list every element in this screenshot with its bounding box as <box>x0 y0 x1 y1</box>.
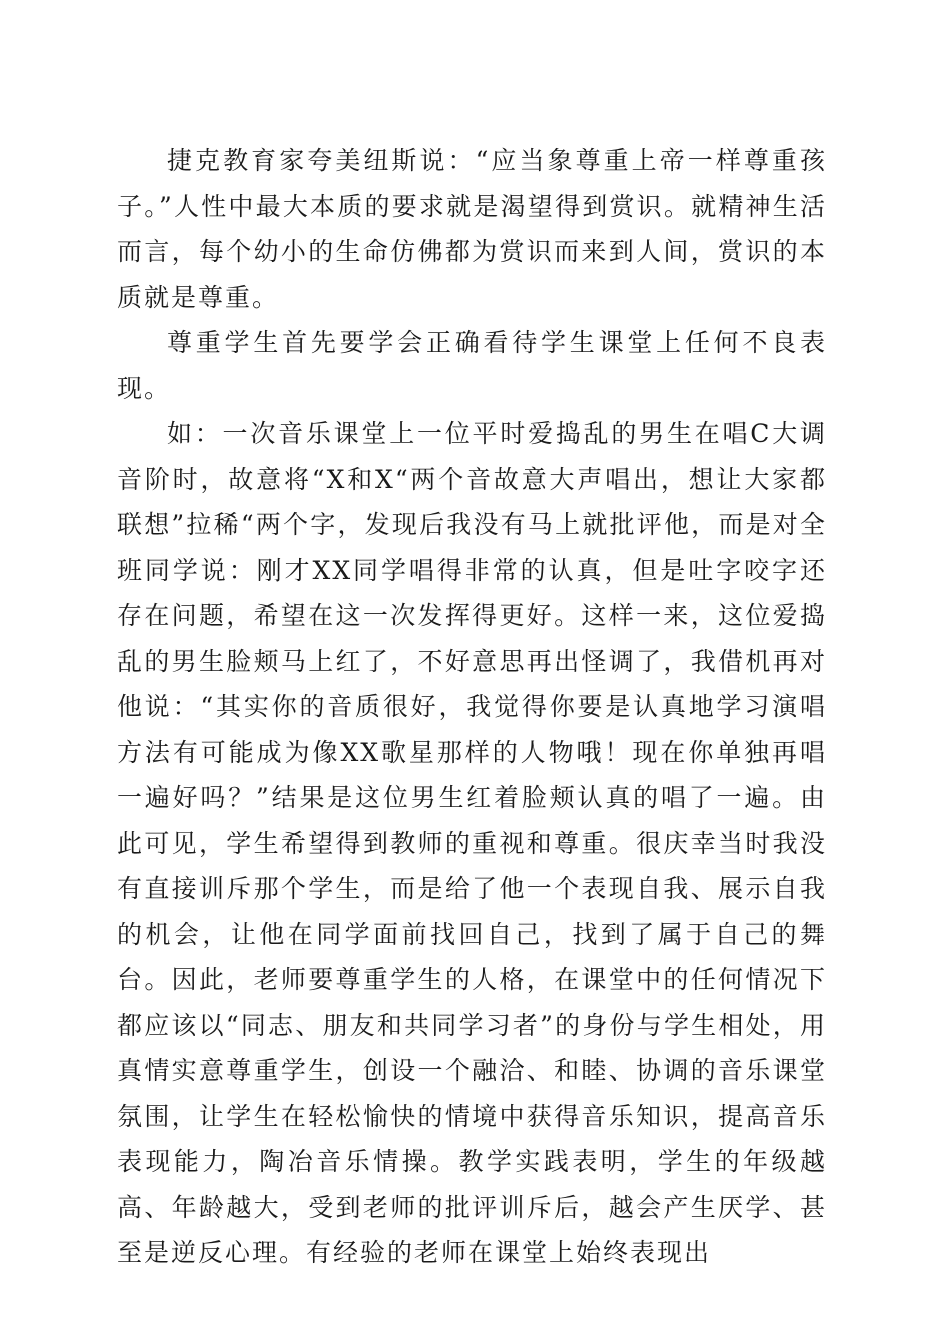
paragraph-comenius-quote: 捷克教育家夸美纽斯说：“应当象尊重上帝一样尊重孩子。”人性中最大本质的要求就是渴望得到赏识。就精神生活而言，每个幼小的生命仿佛都为赏识而来到人间，赏识的本质就是尊重。 <box>117 146 827 312</box>
paragraph-respect-students: 尊重学生首先要学会正确看待学生课堂上任何不良表现。 <box>117 328 827 403</box>
body-text <box>117 138 827 1276</box>
paragraph-classroom-example: 如：一次音乐课堂上一位平时爱捣乱的男生在唱C大调音阶时，故意将“X和X“两个音故意大声唱出，想让大家都联想”拉稀“两个字，发现后我没有马上就批评他，而是对全班同学说：刚才XX同学唱得非常的认真，但是吐字咬字还存在问题，希望在这一次发挥得更好。这样一来，这位爱捣乱的男生脸颊马上红了，不好意思再出怪调了，我借机再对他说：“其实你的音质很好，我觉得你要是认真地学习演唱方法有可能成为像XX歌星那样的人物哦！现在你单独再唱一遍好吗？”结果是这位男生红着脸颊认真的唱了一遍。由此可见，学生希望得到教师的重视和尊重。很庆幸当时我没有直接训斥那个学生，而是给了他一个表现自我、展示自我的机会，让他在同学面前找回自己，找到了属于自己的舞台。因此，老师要尊重学生的人格，在课堂中的任何情况下都应该以“同志、朋友和共同学习者”的身份与学生相处，用真情实意尊重学生，创设一个融洽、和睦、协调的音乐课堂氛围，让学生在轻松愉快的情境中获得音乐知识，提高音乐表现能力，陶冶音乐情操。教学实践表明，学生的年级越高、年龄越大，受到老师的批评训斥后，越会产生厌学、甚至是逆反心理。有经验的老师在课堂上始终表现出 <box>117 419 827 1267</box>
